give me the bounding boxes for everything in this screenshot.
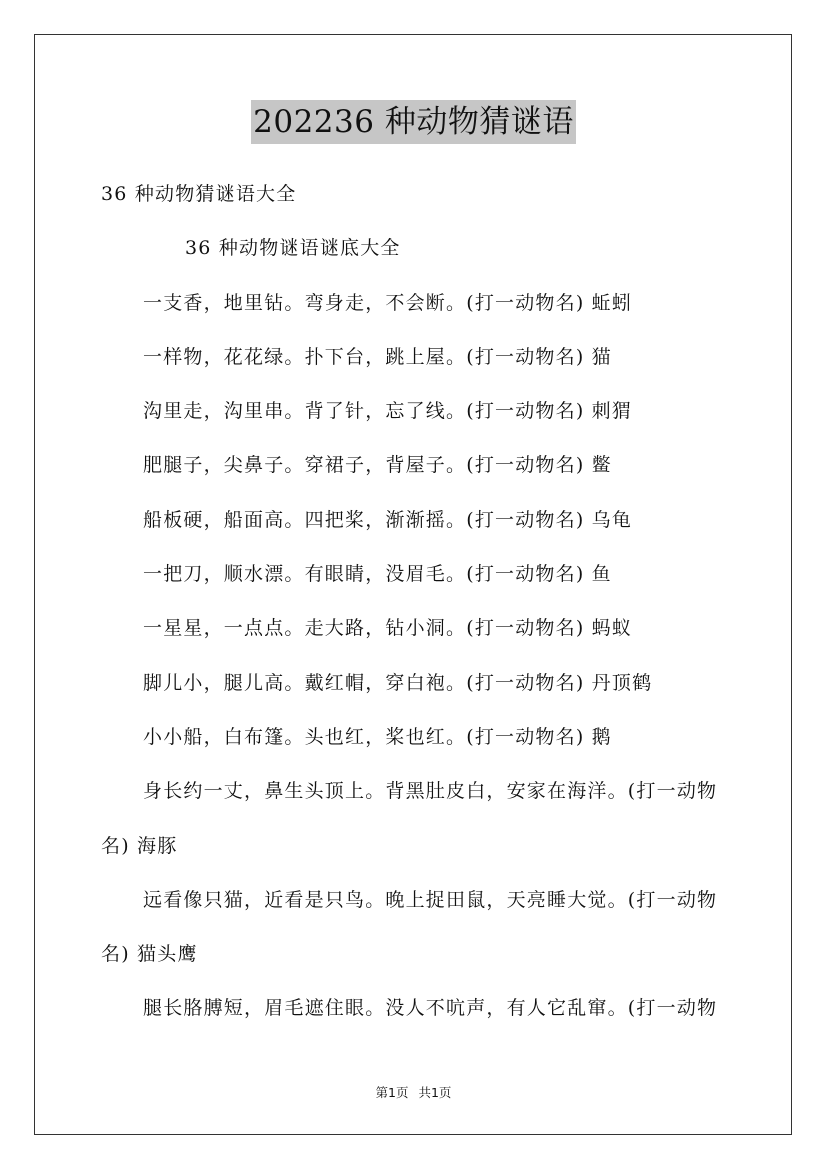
riddle-line-continuation: 名) 海豚 <box>101 834 178 857</box>
subtitle: 36 种动物猜谜语大全 <box>101 183 297 205</box>
riddle-line: 身长约一丈，鼻生头顶上。背黑肚皮白，安家在海洋。(打一动物 <box>143 780 718 803</box>
riddle-line: 船板硬，船面高。四把桨，渐渐摇。(打一动物名) 乌龟 <box>143 508 633 531</box>
document-title: 202236 种动物猜谜语 <box>251 100 576 144</box>
document-body <box>101 172 731 1041</box>
riddle-line: 腿长胳膊短，眉毛遮住眼。没人不吭声，有人它乱窜。(打一动物 <box>143 997 718 1020</box>
riddle-line: 一样物，花花绿。扑下台，跳上屋。(打一动物名) 猫 <box>143 345 612 368</box>
riddle-line: 肥腿子，尖鼻子。穿裙子，背屋子。(打一动物名) 鳖 <box>143 454 612 477</box>
page-footer: 第1页 共1页 <box>375 1085 452 1100</box>
riddle-line: 小小船，白布篷。头也红，桨也红。(打一动物名) 鹅 <box>143 725 612 748</box>
riddle-line: 一星星，一点点。走大路，钻小洞。(打一动物名) 蚂蚁 <box>143 617 633 640</box>
riddle-line-continuation: 名) 猫头鹰 <box>101 943 198 966</box>
riddle-line: 脚儿小，腿儿高。戴红帽，穿白袍。(打一动物名) 丹顶鹤 <box>143 671 653 694</box>
riddle-line: 一支香，地里钻。弯身走，不会断。(打一动物名) 蚯蚓 <box>143 291 633 314</box>
riddle-line: 远看像只猫，近看是只鸟。晚上捉田鼠，天亮睡大觉。(打一动物 <box>143 888 718 911</box>
section-heading: 36 种动物谜语谜底大全 <box>185 237 401 260</box>
riddle-line: 一把刀，顺水漂。有眼睛，没眉毛。(打一动物名) 鱼 <box>143 563 612 586</box>
riddle-line: 沟里走，沟里串。背了针，忘了线。(打一动物名) 刺猬 <box>143 400 633 423</box>
title-container <box>0 100 827 144</box>
